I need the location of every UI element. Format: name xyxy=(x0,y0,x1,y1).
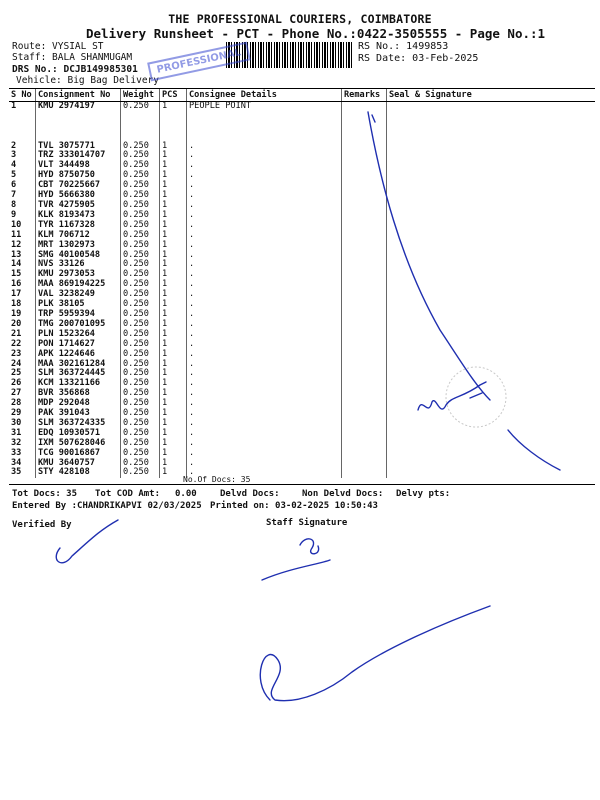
staff-signature-scribble xyxy=(262,539,330,580)
cell-sno: 35 xyxy=(11,467,22,478)
cell-pcs: 1 xyxy=(160,201,187,211)
cell-weight: 0.250 xyxy=(121,300,160,310)
delivered-docs: Delvd Docs: xyxy=(220,489,280,499)
cell-sno: 16 xyxy=(11,279,22,290)
cell-sno: 18 xyxy=(11,299,22,310)
cell-consignment: KCM 13321166 xyxy=(36,379,121,389)
cell-consignment: MDP 292048 xyxy=(36,399,121,409)
cell-consignment: PLN 1523264 xyxy=(36,330,121,340)
cell-sno: 4 xyxy=(11,160,17,171)
cell-consignee: . xyxy=(187,260,342,270)
cell-consignment: SLM 363724445 xyxy=(36,369,121,379)
col-seal: Seal & Signature xyxy=(387,89,596,102)
cell-consignee: . xyxy=(187,270,342,280)
cell-weight: 0.250 xyxy=(121,151,160,161)
rs-date: RS Date: 03-Feb-2025 xyxy=(358,53,479,64)
cell-weight: 0.250 xyxy=(121,142,160,152)
cell-pcs: 1 xyxy=(160,468,187,478)
cell-weight: 0.250 xyxy=(121,290,160,300)
cell-sno: 21 xyxy=(11,328,22,339)
cell-sno: 20 xyxy=(11,318,22,329)
total-cod-label: Tot COD Amt: xyxy=(95,489,161,499)
cell-sno: 28 xyxy=(11,398,22,409)
cell-consignee: . xyxy=(187,389,342,399)
cell-sno: 24 xyxy=(11,358,22,369)
cell-pcs: 1 xyxy=(160,270,187,280)
cell-sno: 29 xyxy=(11,408,22,419)
drs-number: DRS No.: DCJB149985301 xyxy=(12,64,138,75)
cell-pcs: 1 xyxy=(160,310,187,320)
end-stroke xyxy=(508,430,560,470)
cell-consignment: NVS 33126 xyxy=(36,260,121,270)
cell-pcs: 1 xyxy=(160,449,187,459)
total-docs: Tot Docs: 35 xyxy=(12,489,78,499)
cell-weight: 0.250 xyxy=(121,439,160,449)
cell-sno: 32 xyxy=(11,437,22,448)
cell-consignment: MRT 1302973 xyxy=(36,241,121,251)
cell-sno: 12 xyxy=(11,239,22,250)
cell-weight: 0.250 xyxy=(121,330,160,340)
cell-pcs: 1 xyxy=(160,142,187,152)
cell-consignment: TCG 90016867 xyxy=(36,449,121,459)
cell-pcs: 1 xyxy=(160,151,187,161)
cell-consignee: PEOPLE POINT xyxy=(187,102,342,112)
cell-weight: 0.250 xyxy=(121,241,160,251)
cell-pcs: 1 xyxy=(160,379,187,389)
cell-consignment: TMG 200701095 xyxy=(36,320,121,330)
cell-pcs: 1 xyxy=(160,320,187,330)
cell-consignee: . xyxy=(187,360,342,370)
cell-consignee: . xyxy=(187,330,342,340)
cell-weight: 0.250 xyxy=(121,161,160,171)
cell-weight: 0.250 xyxy=(121,280,160,290)
cell-sno: 22 xyxy=(11,338,22,349)
cell-consignment: HYD 8750750 xyxy=(36,171,121,181)
cell-weight: 0.250 xyxy=(121,409,160,419)
rs-number: RS No.: 1499853 xyxy=(358,41,449,52)
cell-consignee: . xyxy=(187,151,342,161)
cell-weight: 0.250 xyxy=(121,340,160,350)
cell-weight: 0.250 xyxy=(121,449,160,459)
cell-consignment: VAL 3238249 xyxy=(36,290,121,300)
delivery-tick-line xyxy=(368,112,490,400)
cell-pcs: 1 xyxy=(160,439,187,449)
cell-consignee: . xyxy=(187,468,342,478)
cell-pcs: 1 xyxy=(160,369,187,379)
col-pcs: PCS xyxy=(160,89,187,102)
cell-consignment: BVR 356868 xyxy=(36,389,121,399)
cell-consignee: . xyxy=(187,320,342,330)
cell-pcs: 1 xyxy=(160,429,187,439)
cell-consignment: KMU 2973053 xyxy=(36,270,121,280)
staff-label: Staff: BALA SHANMUGAM xyxy=(12,52,133,63)
cell-consignment: TRP 5959394 xyxy=(36,310,121,320)
staff-signature-label: Staff Signature xyxy=(266,518,348,528)
cell-pcs: 1 xyxy=(160,350,187,360)
cell-pcs: 1 xyxy=(160,221,187,231)
cell-pcs: 1 xyxy=(160,161,187,171)
cell-weight: 0.250 xyxy=(121,419,160,429)
cell-pcs: 1 xyxy=(160,191,187,201)
cell-pcs: 1 xyxy=(160,231,187,241)
cell-pcs: 1 xyxy=(160,399,187,409)
cell-pcs: 1 xyxy=(160,102,187,112)
cell-sno: 6 xyxy=(11,180,17,191)
cell-consignee: . xyxy=(187,221,342,231)
cell-sno: 25 xyxy=(11,368,22,379)
cell-pcs: 1 xyxy=(160,181,187,191)
cell-weight: 0.250 xyxy=(121,389,160,399)
cell-consignee: . xyxy=(187,191,342,201)
cell-consignee: . xyxy=(187,459,342,469)
cell-consignment: IXM 507628046 xyxy=(36,439,121,449)
cell-weight: 0.250 xyxy=(121,181,160,191)
cell-consignment: KLM 706712 xyxy=(36,231,121,241)
docs-count: No.Of Docs: 35 xyxy=(183,475,251,484)
cell-consignment: PON 1714627 xyxy=(36,340,121,350)
cell-pcs: 1 xyxy=(160,280,187,290)
cell-pcs: 1 xyxy=(160,290,187,300)
cell-consignment: KMU 3640757 xyxy=(36,459,121,469)
cell-consignee: . xyxy=(187,290,342,300)
cell-sno: 2 xyxy=(11,140,17,151)
cell-consignee: . xyxy=(187,181,342,191)
cell-consignment: SLM 363724335 xyxy=(36,419,121,429)
cell-pcs: 1 xyxy=(160,459,187,469)
cell-sno: 13 xyxy=(11,249,22,260)
cell-sno: 27 xyxy=(11,388,22,399)
cell-consignee: . xyxy=(187,449,342,459)
cell-consignment: MAA 869194225 xyxy=(36,280,121,290)
cell-consignee: . xyxy=(187,369,342,379)
col-consignment: Consignment No xyxy=(36,89,121,102)
cell-consignee: . xyxy=(187,231,342,241)
cell-sno: 11 xyxy=(11,229,22,240)
cell-consignment: MAA 302161284 xyxy=(36,360,121,370)
cell-consignee: . xyxy=(187,429,342,439)
cell-weight: 0.250 xyxy=(121,350,160,360)
cell-sno: 30 xyxy=(11,417,22,428)
cell-consignee: . xyxy=(187,399,342,409)
cell-consignee: . xyxy=(187,161,342,171)
company-name: THE PROFESSIONAL COURIERS, COIMBATORE xyxy=(168,12,432,26)
cell-weight: 0.250 xyxy=(121,201,160,211)
cell-pcs: 1 xyxy=(160,211,187,221)
cell-consignee: . xyxy=(187,241,342,251)
cell-consignment: TRZ 333014707 xyxy=(36,151,121,161)
cell-weight: 0.250 xyxy=(121,468,160,478)
cell-sno: 17 xyxy=(11,289,22,300)
cell-weight: 0.250 xyxy=(121,379,160,389)
cell-consignee: . xyxy=(187,340,342,350)
cell-pcs: 1 xyxy=(160,419,187,429)
entered-by: Entered By :CHANDRIKAPVI 02/03/2025 xyxy=(12,501,202,511)
cell-consignee: . xyxy=(187,409,342,419)
cell-consignee: . xyxy=(187,142,342,152)
cell-sno: 33 xyxy=(11,447,22,458)
faded-seal xyxy=(446,367,506,427)
cell-weight: 0.250 xyxy=(121,211,160,221)
cell-weight: 0.250 xyxy=(121,369,160,379)
cell-consignee: . xyxy=(187,439,342,449)
cell-pcs: 1 xyxy=(160,330,187,340)
cell-weight: 0.250 xyxy=(121,260,160,270)
cell-weight: 0.250 xyxy=(121,310,160,320)
cell-sno: 15 xyxy=(11,269,22,280)
seal-signature xyxy=(418,382,486,410)
cell-sno: 7 xyxy=(11,190,17,201)
cell-pcs: 1 xyxy=(160,340,187,350)
cell-consignment: PLK 38105 xyxy=(36,300,121,310)
cell-sno: 31 xyxy=(11,427,22,438)
cell-consignee: . xyxy=(187,379,342,389)
route-label: Route: VYSIAL ST xyxy=(12,41,104,52)
cell-weight: 0.250 xyxy=(121,270,160,280)
cell-weight: 0.250 xyxy=(121,399,160,409)
cell-weight: 0.250 xyxy=(121,360,160,370)
cell-weight: 0.250 xyxy=(121,221,160,231)
cell-consignment: TYR 1167328 xyxy=(36,221,121,231)
cell-consignment: KMU 2974197 xyxy=(36,102,121,112)
cell-weight: 0.250 xyxy=(121,102,160,112)
cell-weight: 0.250 xyxy=(121,251,160,261)
cell-weight: 0.250 xyxy=(121,191,160,201)
verified-by-label: Verified By xyxy=(12,520,72,530)
cell-sno: 5 xyxy=(11,170,17,181)
non-delivered-docs: Non Delvd Docs: xyxy=(302,489,384,499)
cell-pcs: 1 xyxy=(160,360,187,370)
cell-weight: 0.250 xyxy=(121,171,160,181)
verified-signature xyxy=(56,520,118,563)
cell-pcs: 1 xyxy=(160,260,187,270)
cell-sno: 10 xyxy=(11,219,22,230)
cell-sno: 8 xyxy=(11,200,17,211)
cell-consignee: . xyxy=(187,310,342,320)
cell-consignee: . xyxy=(187,201,342,211)
cell-sno: 14 xyxy=(11,259,22,270)
cell-pcs: 1 xyxy=(160,409,187,419)
total-cod-value: 0.00 xyxy=(175,489,197,499)
cell-consignment: APK 1224646 xyxy=(36,350,121,360)
office-stamp: PROFESSIONAL xyxy=(147,42,251,82)
cell-consignee: . xyxy=(187,300,342,310)
cell-consignment: EDQ 10930571 xyxy=(36,429,121,439)
cell-consignee: . xyxy=(187,251,342,261)
cell-sno: 23 xyxy=(11,348,22,359)
col-consignee: Consignee Details xyxy=(187,89,342,102)
cell-consignment: TVL 3075771 xyxy=(36,142,121,152)
cell-sno: 34 xyxy=(11,457,22,468)
large-signature xyxy=(260,606,490,701)
cell-consignee: . xyxy=(187,211,342,221)
cell-weight: 0.250 xyxy=(121,459,160,469)
cell-consignment: TVR 4275905 xyxy=(36,201,121,211)
cell-consignment: VLT 344498 xyxy=(36,161,121,171)
cell-consignment: KLK 8193473 xyxy=(36,211,121,221)
cell-weight: 0.250 xyxy=(121,429,160,439)
runsheet-title: Delivery Runsheet - PCT - Phone No.:0422-3505555 - Page No.:1 xyxy=(86,26,546,41)
cell-consignee: . xyxy=(187,419,342,429)
cell-pcs: 1 xyxy=(160,251,187,261)
cell-sno: 1 xyxy=(11,101,17,111)
col-remarks: Remarks xyxy=(342,89,387,102)
vehicle-label: Vehicle: Big Bag Delivery xyxy=(16,75,159,86)
cell-consignee: . xyxy=(187,280,342,290)
cell-pcs: 1 xyxy=(160,241,187,251)
cell-pcs: 1 xyxy=(160,171,187,181)
cell-pcs: 1 xyxy=(160,389,187,399)
cell-sno: 9 xyxy=(11,209,17,220)
cell-consignment: STY 428108 xyxy=(36,468,121,478)
col-sno: S No xyxy=(9,89,36,102)
cell-consignment: PAK 391043 xyxy=(36,409,121,419)
cell-consignee: . xyxy=(187,171,342,181)
cell-sno: 26 xyxy=(11,378,22,389)
cell-sno: 3 xyxy=(11,150,17,161)
cell-consignment: HYD 5666380 xyxy=(36,191,121,201)
cell-consignment: CBT 70225667 xyxy=(36,181,121,191)
printed-on: Printed on: 03-02-2025 10:50:43 xyxy=(210,501,378,511)
cell-consignment: SMG 40100548 xyxy=(36,251,121,261)
cell-sno: 19 xyxy=(11,308,22,319)
cell-weight: 0.250 xyxy=(121,231,160,241)
delivery-points: Delvy pts: xyxy=(396,489,451,499)
cell-weight: 0.250 xyxy=(121,320,160,330)
cell-pcs: 1 xyxy=(160,300,187,310)
col-weight: Weight xyxy=(121,89,160,102)
cell-consignee: . xyxy=(187,350,342,360)
